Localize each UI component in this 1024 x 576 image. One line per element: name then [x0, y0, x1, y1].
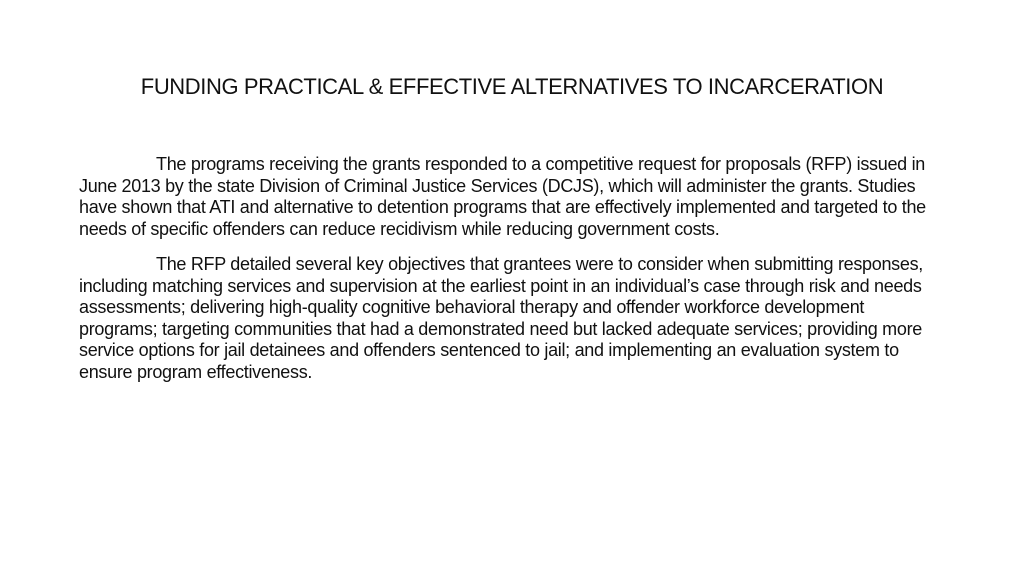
body-paragraph-1: The programs receiving the grants responded to a competitive request for proposals (RFP) issued in June 2013 by the state Division of Criminal Justice Services (DCJS), which will administer the grants. Studies have shown that ATI and alternative to detention programs that are effectively implemented and targeted to the needs of specific offenders can reduce recidivism while reducing government costs.: [79, 154, 926, 239]
slide-body: [79, 154, 947, 397]
body-paragraph-2: The RFP detailed several key objectives that grantees were to consider when submitting responses, including matching services and supervision at the earliest point in an individual’s case through risk and needs assessments; delivering high-quality cognitive behavioral therapy and offender workforce development programs; targeting communities that had a demonstrated need but lacked adequate services; providing more service options for jail detainees and offenders sentenced to jail; and implementing an evaluation system to ensure program effectiveness.: [79, 254, 923, 382]
slide-title: FUNDING PRACTICAL & EFFECTIVE ALTERNATIVES TO INCARCERATION: [140, 74, 884, 99]
